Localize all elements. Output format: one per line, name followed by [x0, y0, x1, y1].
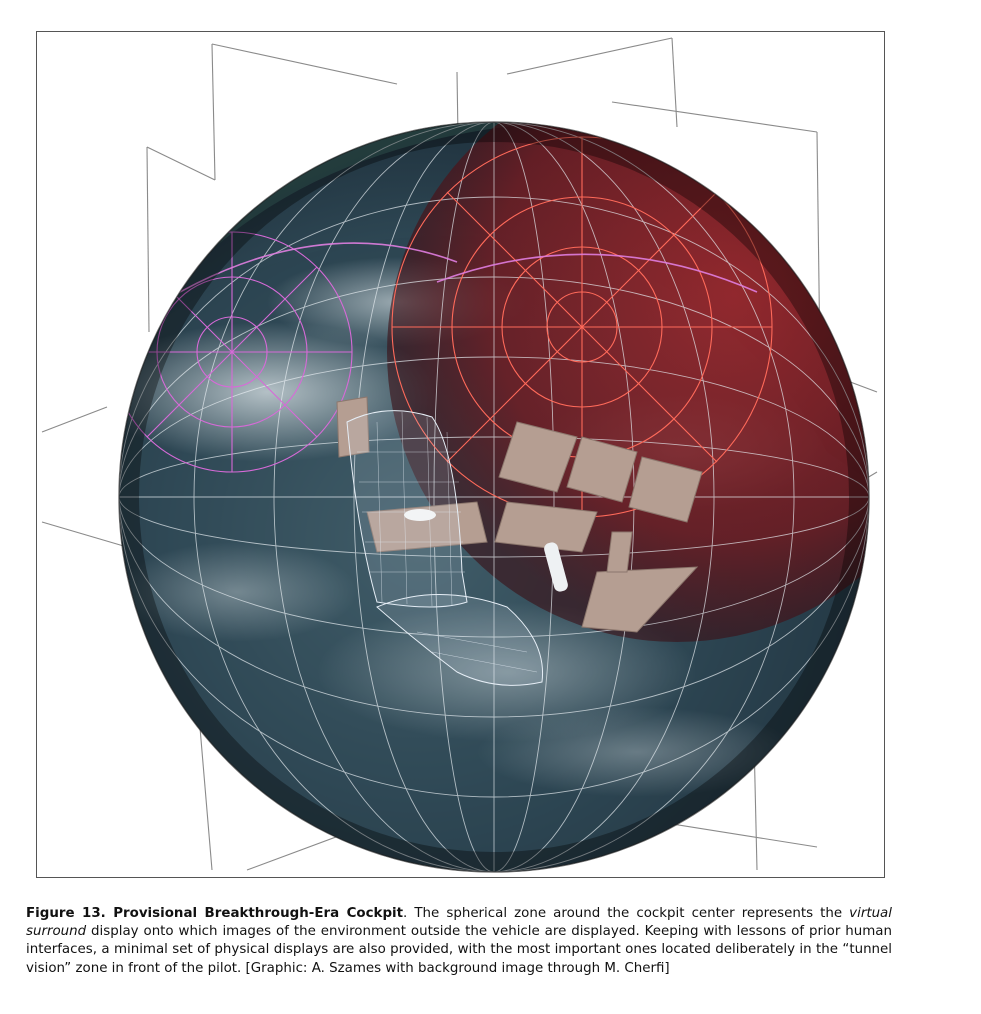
figure-caption	[26, 905, 892, 978]
caption-emphasis: virtual surround	[26, 906, 892, 940]
figure-label: Figure 13. Provisional Breakthrough-Era Cockpit	[26, 906, 404, 921]
figure-illustration	[36, 31, 885, 878]
handheld-object	[404, 509, 436, 521]
virtual-surround-sphere	[37, 32, 885, 878]
caption-text-2: display onto which images of the environment outside the vehicle are displayed. Keeping with lessons of prior human interfaces, a minimal set of physical displays are also provided, with the most important ones located deliberately in the “tunnel vision” zone in front of the pilot. [Graphic: A. Szames with background image through M. Cherfi]	[26, 924, 892, 976]
cockpit-sphere-graphic	[37, 32, 885, 878]
caption-text-1: . The spherical zone around the cockpit center represents the	[403, 906, 850, 921]
